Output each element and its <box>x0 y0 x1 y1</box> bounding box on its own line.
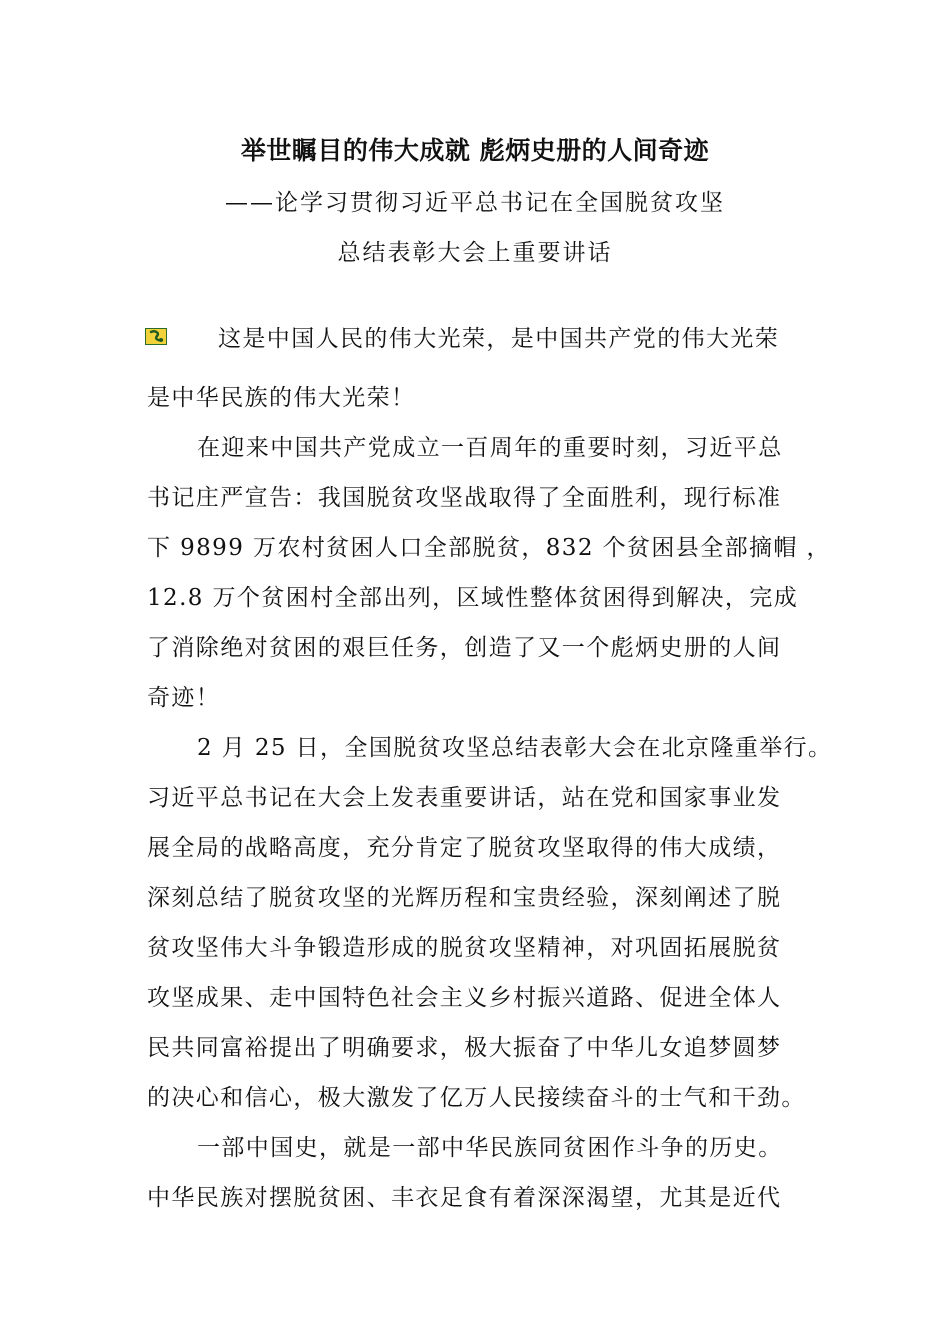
text-line: 习近平总书记在大会上发表重要讲话，站在党和国家事业发 <box>147 785 782 811</box>
text-line: 中华民族对摆脱贫困、丰衣足食有着深深渴望，尤其是近代 <box>147 1185 782 1211</box>
text-line: 2 月 25 日，全国脱贫攻坚总结表彰大会在北京隆重举行。 <box>197 735 833 761</box>
text-line: 贫攻坚伟大斗争锻造形成的脱贫攻坚精神，对巩固拓展脱贫 <box>147 935 782 961</box>
text-line: 民共同富裕提出了明确要求，极大振奋了中华儿女追梦圆梦 <box>147 1035 782 1061</box>
text-line: 是中华民族的伟大光荣！ <box>147 385 416 411</box>
text-line: 在迎来中国共产党成立一百周年的重要时刻，习近平总 <box>197 435 783 461</box>
text-line: 深刻总结了脱贫攻坚的光辉历程和宝贵经验，深刻阐述了脱 <box>147 885 782 911</box>
text-line: 这是中国人民的伟大光荣，是中国共产党的伟大光荣 <box>218 326 780 352</box>
text-line: 的决心和信心，极大激发了亿万人民接续奋斗的士气和干劲。 <box>147 1085 806 1111</box>
document-title: 举世瞩目的伟大成就 彪炳史册的人间奇迹 <box>240 136 710 165</box>
text-line: 12.8 万个贫困村全部出列，区域性整体贫困得到解决，完成 <box>147 585 799 611</box>
document-subtitle-line-1: ——论学习贯彻习近平总书记在全国脱贫攻坚 <box>225 190 725 216</box>
text-line: 了消除绝对贫困的艰巨任务，创造了又一个彪炳史册的人间 <box>147 635 782 661</box>
text-line: 下 9899 万农村贫困人口全部脱贫，832 个贫困县全部摘帽 ， <box>147 535 831 561</box>
text-line: 展全局的战略高度，充分肯定了脱贫攻坚取得的伟大成绩， <box>147 835 782 861</box>
text-line: 奇迹！ <box>147 685 221 711</box>
text-line: 攻坚成果、走中国特色社会主义乡村振兴道路、促进全体人 <box>147 985 782 1011</box>
text-line: 一部中国史，就是一部中华民族同贫困作斗争的历史。 <box>197 1135 783 1161</box>
document-subtitle-line-2: 总结表彰大会上重要讲话 <box>337 240 613 266</box>
text-line: 书记庄严宣告：我国脱贫攻坚战取得了全面胜利，现行标准 <box>147 485 782 511</box>
note-icon <box>145 328 167 345</box>
